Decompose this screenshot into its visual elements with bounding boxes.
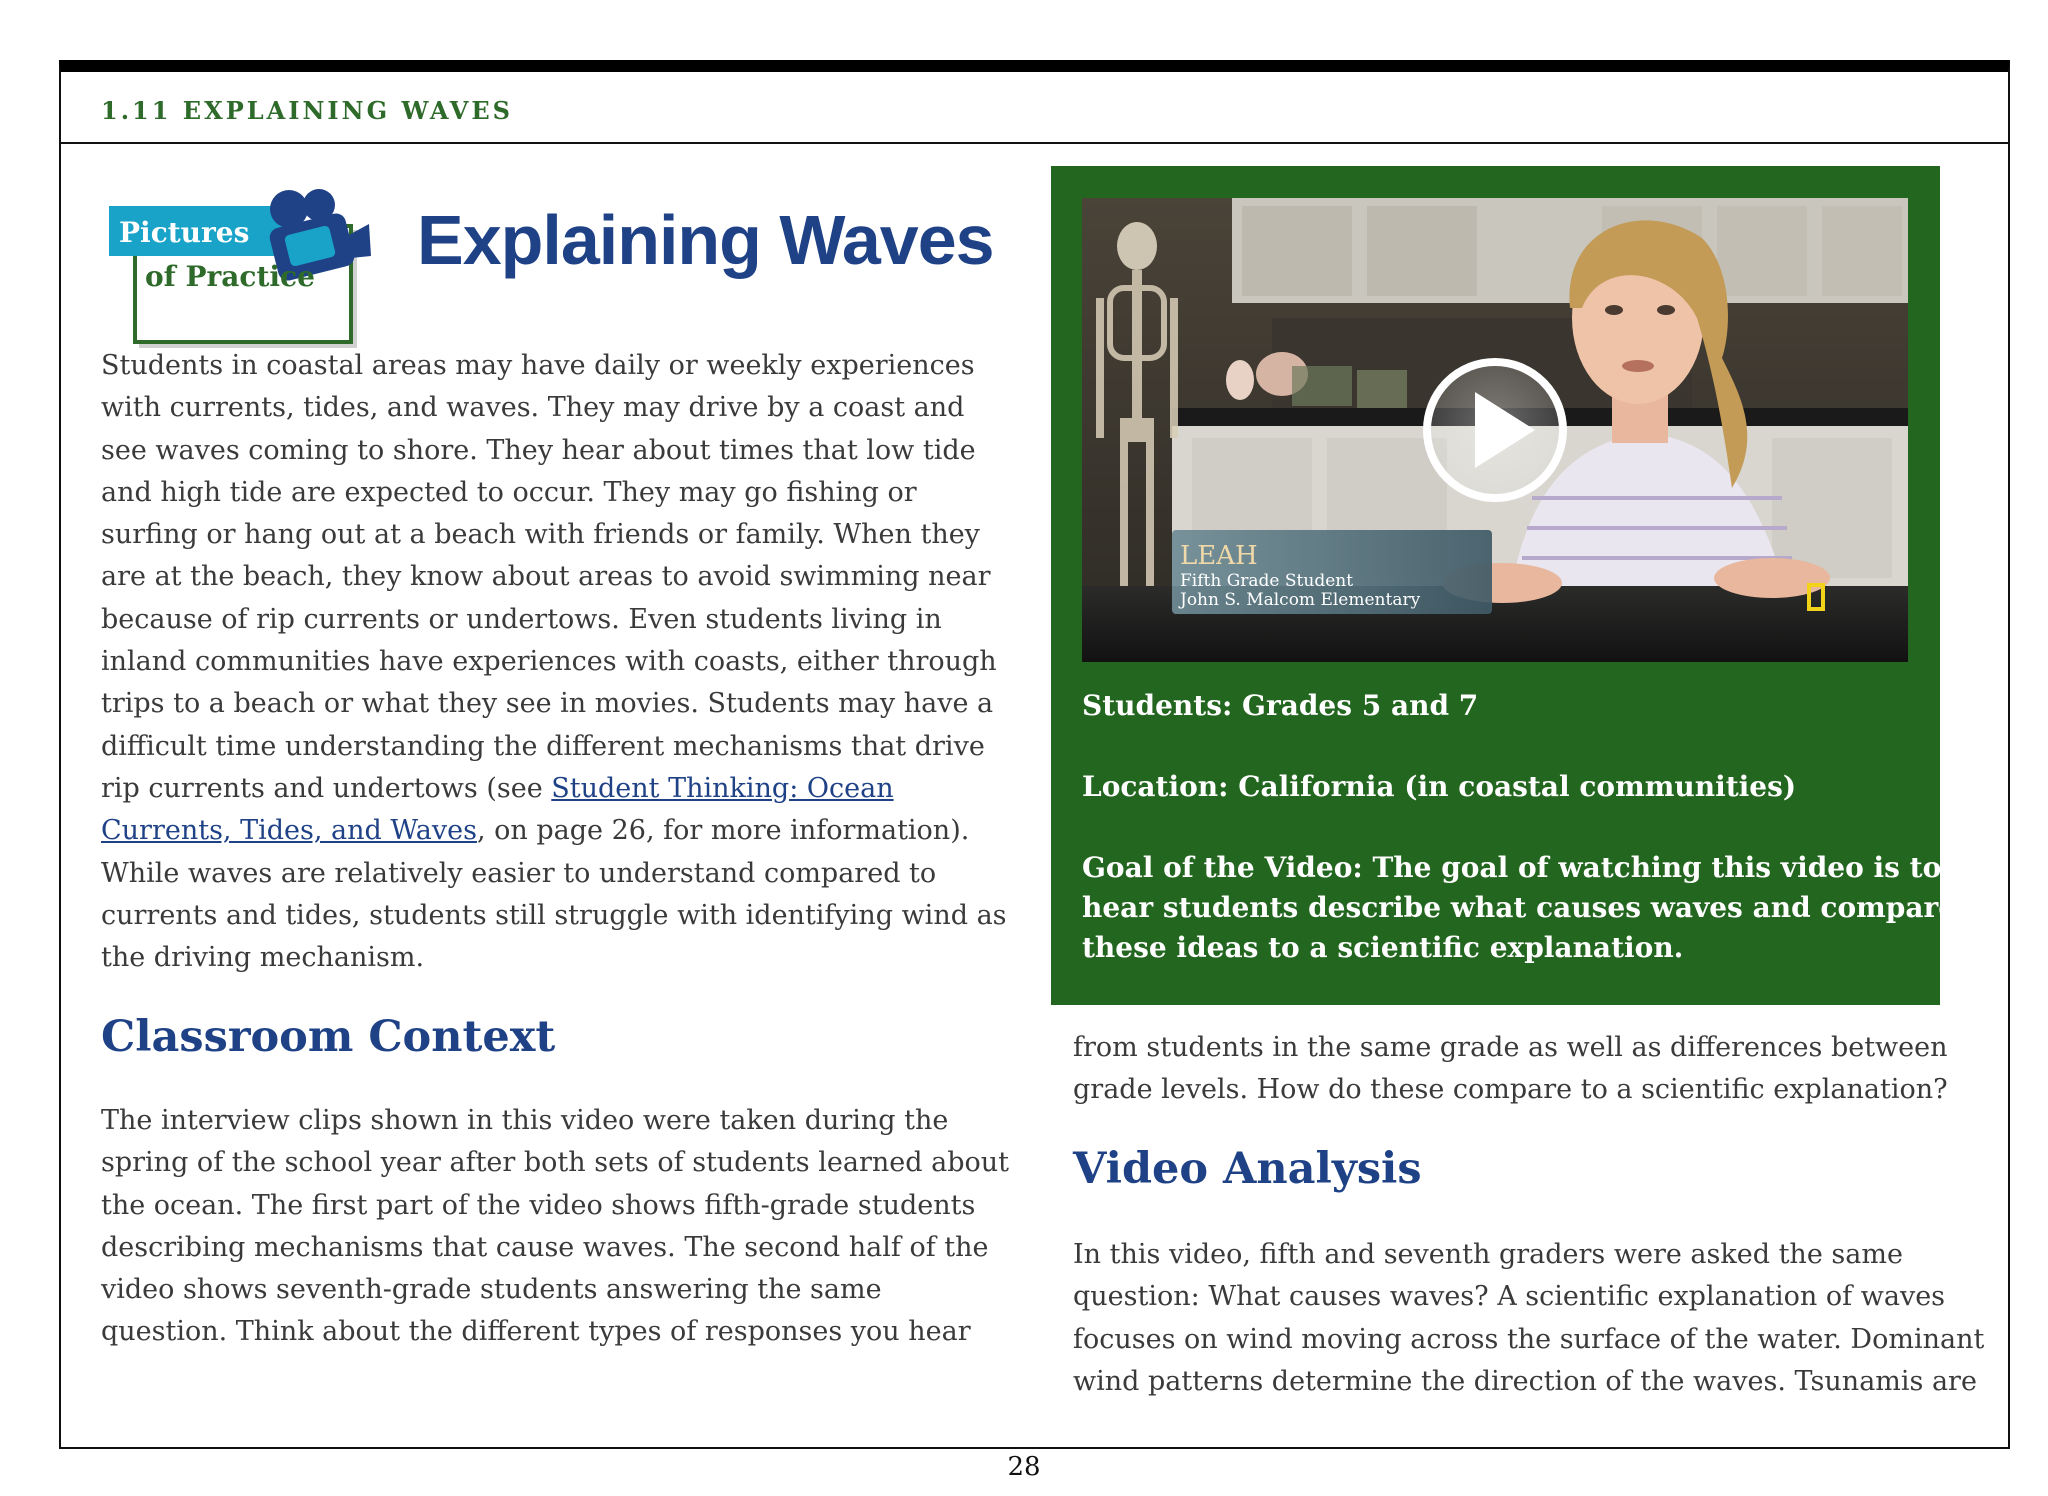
speaker-school: John S. Malcom Elementary	[1180, 590, 1421, 610]
text-fragment: , on page 26, for more information).	[476, 815, 970, 847]
logo-line-1: Pictures	[119, 216, 250, 249]
classroom-context-paragraph	[101, 1100, 1041, 1354]
text-line: grade levels. How do these compare to a scientific explanation?	[1073, 1074, 1948, 1106]
classroom-context-heading: Classroom Context	[101, 1012, 556, 1062]
text-line: the ocean. The first part of the video shows fifth-grade students	[101, 1189, 976, 1221]
video-panel	[1051, 166, 1957, 1005]
text-line: and high tide are expected to occur. They may go fishing or	[101, 476, 917, 508]
student-thinking-link-cont[interactable]: Currents, Tides, and Waves	[101, 815, 477, 847]
text-line: describing mechanisms that cause waves. The second half of the	[101, 1231, 989, 1263]
video-still	[1082, 198, 1908, 662]
logo-line-2: of Practice	[145, 260, 315, 293]
video-thumbnail[interactable]	[1082, 198, 1908, 662]
text-line: In this video, fifth and seventh graders were asked the same	[1073, 1239, 1903, 1270]
play-icon[interactable]	[1427, 362, 1563, 498]
video-goal-line: Goal of the Video: The goal of watching this video is to	[1082, 851, 1942, 884]
text-line: difficult time understanding the different mechanisms that drive	[101, 730, 985, 762]
text-line: focuses on wind moving across the surface of the water. Dominant	[1073, 1323, 1985, 1355]
text-line: because of rip currents or undertows. Even students living in	[101, 603, 942, 635]
text-line: with currents, tides, and waves. They may drive by a coast and	[101, 392, 965, 424]
text-line: the driving mechanism.	[101, 942, 425, 974]
text-line: from students in the same grade as well as differences between	[1073, 1032, 1948, 1063]
text-line: video shows seventh-grade students answering the same	[101, 1274, 882, 1306]
text-line: spring of the school year after both sets of students learned about	[101, 1147, 1009, 1179]
page-number: 28	[1007, 1452, 1041, 1482]
text-line: While waves are relatively easier to understand compared to	[101, 857, 937, 889]
section-header: 1.11 EXPLAINING WAVES	[101, 96, 513, 125]
text-line: wind patterns determine the direction of the waves. Tsunamis are	[1073, 1365, 1977, 1397]
speaker-role: Fifth Grade Student	[1180, 571, 1354, 591]
classroom-context-continuation	[1073, 1027, 1973, 1112]
video-goal-line: hear students describe what causes waves and compare	[1082, 891, 1957, 924]
text-line: currents and tides, students still struggle with identifying wind as	[101, 899, 1007, 931]
speaker-name: LEAH	[1180, 541, 1258, 571]
section-header-bar	[61, 72, 2008, 144]
page-title: Explaining Waves	[417, 201, 994, 279]
text-line: The interview clips shown in this video were taken during the	[101, 1105, 949, 1136]
students-grades: Students: Grades 5 and 7	[1082, 689, 1479, 722]
text-line: question: What causes waves? A scientific explanation of waves	[1073, 1281, 1946, 1313]
text-line: surfing or hang out at a beach with friends or family. When they	[101, 519, 980, 551]
student-thinking-link[interactable]: Student Thinking: Ocean	[551, 772, 894, 804]
text-line: see waves coming to shore. They hear about times that low tide	[101, 434, 976, 466]
video-goal-line: these ideas to a scientific explanation.	[1082, 931, 1684, 964]
text-line	[101, 810, 1041, 852]
video-analysis-heading: Video Analysis	[1073, 1144, 1422, 1194]
pictures-of-practice-logo	[103, 172, 373, 352]
text-line: question. Think about the different types of responses you hear	[101, 1316, 971, 1348]
video-analysis-paragraph	[1073, 1234, 1985, 1403]
text-line: Students in coastal areas may have daily or weekly experiences	[101, 350, 975, 381]
text-fragment: rip currents and undertows (see	[101, 772, 552, 804]
text-line: are at the beach, they know about areas to avoid swimming near	[101, 561, 991, 593]
text-line: trips to a beach or what they see in movies. Students may have a	[101, 688, 994, 720]
video-location: Location: California (in coastal communities)	[1082, 770, 1797, 803]
intro-paragraph	[101, 345, 1041, 979]
text-line	[101, 768, 1041, 810]
page-frame	[59, 60, 2010, 1449]
text-line: inland communities have experiences with coasts, either through	[101, 646, 997, 678]
